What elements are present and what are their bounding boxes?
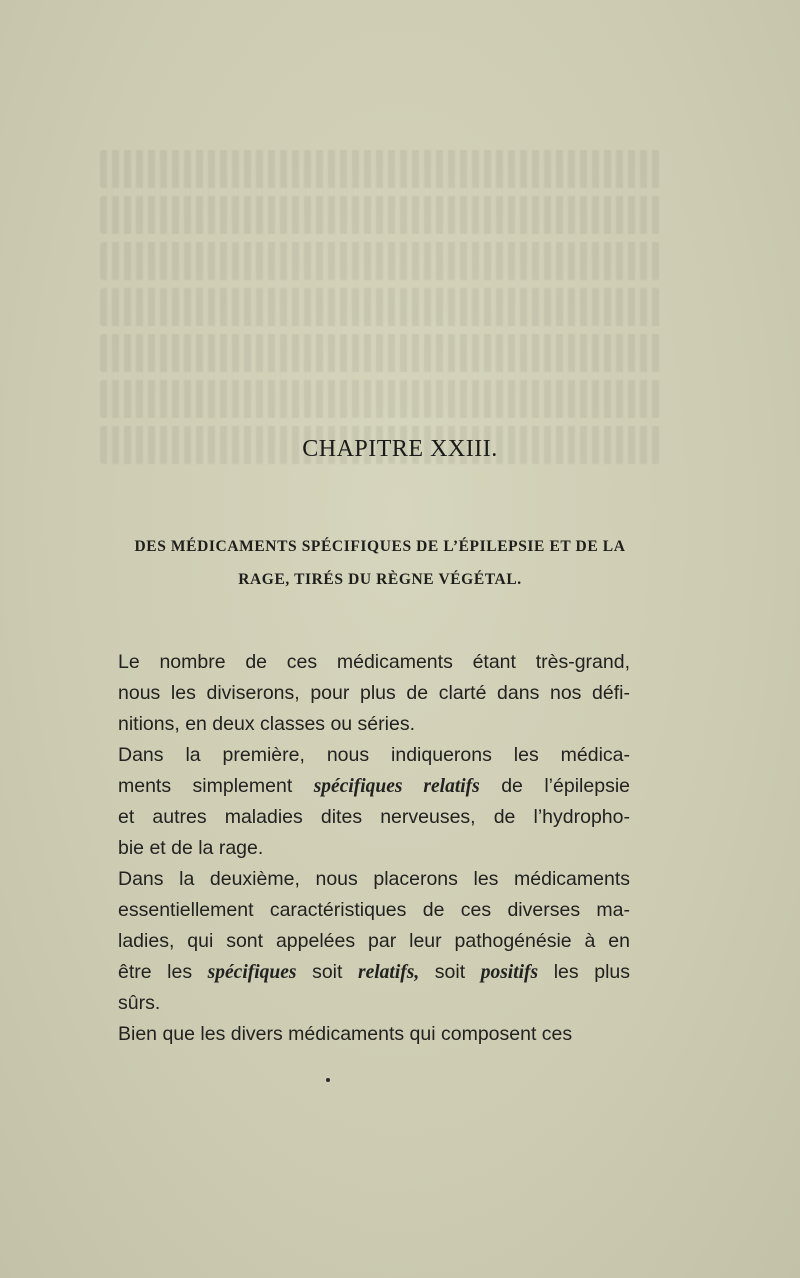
italic-term: spécifiques bbox=[207, 962, 297, 983]
italic-term: spécifiques relatifs bbox=[313, 776, 480, 797]
subtitle-line-2: RAGE, TIRÉS DU RÈGNE VÉGÉTAL. bbox=[238, 571, 522, 588]
body-text bbox=[118, 647, 630, 1050]
italic-term: positifs bbox=[480, 962, 539, 983]
paragraph bbox=[118, 647, 630, 740]
subtitle-line-1: DES MÉDICAMENTS SPÉCIFIQUES DE L’ÉPILEPSIE ET DE LA bbox=[134, 538, 626, 555]
text-line: bie et de la rage. bbox=[118, 837, 264, 859]
chapter-subtitle bbox=[100, 530, 660, 596]
text-line: Dans la première, nous indiquerons les médica- bbox=[118, 744, 630, 766]
paragraph bbox=[118, 864, 630, 1019]
text-line: ladies, qui sont appelées par leur pathogénésie à en bbox=[118, 930, 630, 952]
text-line: Bien que les divers médicaments qui composent ces bbox=[118, 1023, 573, 1045]
paragraph bbox=[118, 740, 630, 864]
text-line: sûrs. bbox=[118, 992, 161, 1014]
paragraph bbox=[118, 1019, 630, 1050]
chapter-title: CHAPITRE XXIII. bbox=[302, 436, 498, 462]
text-line: Dans la deuxième, nous placerons les médicaments bbox=[118, 868, 630, 890]
text-line: nitions, en deux classes ou séries. bbox=[118, 713, 415, 735]
ink-speck bbox=[326, 1078, 330, 1082]
show-through-text bbox=[100, 150, 660, 480]
text-line: et autres maladies dites nerveuses, de l’hydropho- bbox=[118, 806, 630, 828]
text-line: Le nombre de ces médicaments étant très-grand, bbox=[118, 651, 630, 673]
text-line: nous les diviserons, pour plus de clarté dans nos défi- bbox=[118, 682, 630, 704]
italic-term: relatifs, bbox=[358, 962, 420, 983]
text-line: essentiellement caractéristiques de ces diverses ma- bbox=[118, 899, 630, 921]
text-line: ments simplement spécifiques relatifs de l’épilepsie bbox=[118, 775, 630, 797]
text-line: être les spécifiques soit relatifs, soit positifs les plus bbox=[118, 961, 630, 983]
